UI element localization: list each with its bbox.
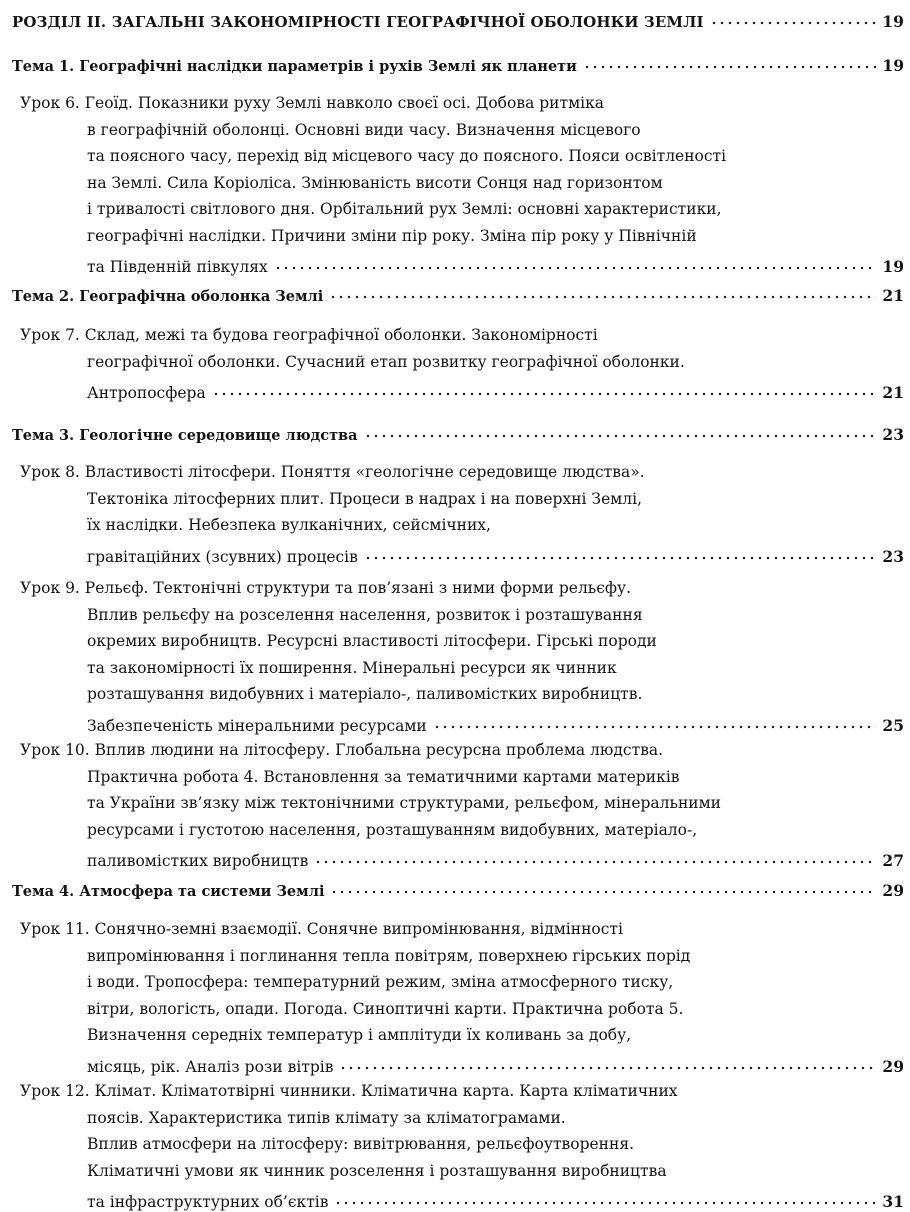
- dot-leader: [329, 282, 876, 301]
- lesson-line: [87, 543, 904, 567]
- lesson-line: [87, 973, 673, 992]
- page-number: 29: [882, 881, 904, 900]
- lesson-line: [87, 379, 904, 403]
- lesson-text: розташування видобувних і матеріало-, паливомістких виробництв.: [87, 685, 643, 703]
- lesson-line: [87, 1000, 683, 1019]
- section-heading-page: 19: [882, 12, 904, 31]
- dot-leader: [274, 253, 877, 272]
- lesson-line: [87, 768, 680, 787]
- lesson-line: [20, 579, 631, 598]
- lesson-line: [87, 632, 657, 651]
- topic-text: Тема 3. Геологічне середовище людства: [12, 427, 358, 444]
- lesson-line: [87, 353, 685, 372]
- topic-line: [12, 282, 904, 306]
- lesson-text: географічної оболонки. Сучасний етап розвитку географічної оболонки.: [87, 352, 685, 371]
- topic-line: [12, 421, 904, 445]
- lesson-text: Урок 11. Сонячно-земні взаємодії. Сонячне випромінювання, відмінності: [20, 920, 623, 938]
- lesson-line: [87, 712, 904, 736]
- lesson-line: [87, 516, 491, 535]
- page-number: 29: [882, 1056, 904, 1076]
- lesson-text: гравітаційних (зсувних) процесів: [87, 547, 358, 566]
- page-number: 27: [882, 851, 904, 870]
- dot-leader: [433, 712, 877, 731]
- lesson-text: Урок 8. Властивості літосфери. Поняття «геологічне середовище людства».: [20, 463, 645, 481]
- page-number: 19: [882, 56, 904, 75]
- lesson-line: [87, 821, 697, 840]
- page-number: 23: [882, 546, 904, 566]
- dot-leader: [212, 379, 877, 398]
- lesson-text: Урок 12. Клімат. Кліматотвірні чинники. Кліматична карта. Карта кліматичних: [20, 1082, 678, 1100]
- topic-text: Тема 1. Географічні наслідки параметрів і рухів Землі як планети: [12, 58, 577, 75]
- lesson-text: Вплив рельєфу на розселення населення, розвиток і розташування: [87, 605, 643, 624]
- lesson-text: вітри, вологість, опади. Погода. Синоптичні карти. Практична робота 5.: [87, 999, 684, 1018]
- lesson-line: [87, 606, 643, 625]
- lesson-line: [87, 1188, 904, 1212]
- lesson-text: Визначення середніх температур і амплітуди їх коливань за добу,: [87, 1026, 632, 1044]
- lesson-text: та закономірності їх поширення. Мінеральні ресурси як чинник: [87, 658, 617, 677]
- page-number: 21: [882, 383, 904, 402]
- lesson-line: [20, 326, 598, 345]
- lesson-text: їх наслідки. Небезпека вулканічних, сейсмічних,: [87, 516, 491, 534]
- topic-line: [12, 52, 904, 76]
- dot-leader: [339, 1053, 876, 1072]
- lesson-text: та України зв’язку між тектонічними структурами, рельєфом, мінеральними: [87, 794, 722, 812]
- section-heading-line: [12, 8, 904, 32]
- dot-leader: [583, 52, 877, 71]
- lesson-text: ресурсами і густотою населення, розташуванням видобувних, матеріало-,: [87, 820, 698, 839]
- lesson-text: поясів. Характеристика типів клімату за кліматограмами.: [87, 1108, 566, 1127]
- lesson-line: [87, 1053, 904, 1077]
- dot-leader: [330, 877, 876, 896]
- lesson-line: [87, 490, 642, 509]
- dot-leader: [710, 8, 877, 27]
- lesson-line: [87, 847, 904, 871]
- lesson-text: Урок 10. Вплив людини на літосферу. Глобальна ресурсна проблема людства.: [20, 741, 664, 759]
- lesson-line: [20, 463, 645, 482]
- lesson-text: окремих виробництв. Ресурсні властивості літосфери. Гірські породи: [87, 632, 657, 650]
- lesson-line: [20, 741, 663, 760]
- lesson-line: [87, 947, 690, 966]
- lesson-text: випромінювання і поглинання тепла повітрям, поверхнею гірських порід: [87, 946, 691, 965]
- topic-text: Тема 4. Атмосфера та системи Землі: [12, 883, 325, 900]
- lesson-text: на Землі. Сила Коріоліса. Змінюваність висоти Сонця над горизонтом: [87, 173, 663, 192]
- lesson-text: Урок 9. Рельєф. Тектонічні структури та пов’язані з ними форми рельєфу.: [20, 579, 632, 597]
- lesson-line: [87, 794, 721, 813]
- page-number: 25: [882, 715, 904, 735]
- topic-text: Тема 2. Географічна оболонка Землі: [12, 288, 324, 305]
- lesson-line: [87, 147, 726, 166]
- lesson-text: Урок 6. Геоїд. Показники руху Землі навколо своєї осі. Добова ритміка: [20, 94, 605, 112]
- lesson-text: Вплив атмосфери на літосферу: вивітрювання, рельєфоутворення.: [87, 1135, 635, 1153]
- lesson-line: [87, 1109, 566, 1128]
- lesson-line: [87, 1026, 631, 1045]
- lesson-text: і тривалості світлового дня. Орбітальний рух Землі: основні характеристики,: [87, 200, 722, 218]
- dot-leader: [364, 543, 877, 562]
- lesson-text: Антропосфера: [87, 384, 206, 402]
- lesson-line: [20, 1082, 678, 1101]
- lesson-line: [20, 920, 623, 939]
- lesson-text: та Південній півкулях: [87, 258, 268, 276]
- page-number: 19: [882, 257, 904, 276]
- lesson-line: [20, 94, 604, 113]
- lesson-line: [87, 1162, 667, 1181]
- dot-leader: [334, 1188, 876, 1207]
- page-number: 21: [882, 286, 904, 305]
- lesson-line: [87, 253, 904, 277]
- dot-leader: [314, 847, 876, 866]
- section-heading-title: РОЗДІЛ ІІ. ЗАГАЛЬНІ ЗАКОНОМІРНОСТІ ГЕОГРАФІЧНОЇ ОБОЛОНКИ ЗЕМЛІ: [12, 13, 704, 31]
- lesson-line: [87, 659, 617, 678]
- lesson-text: в географічній оболонці. Основні види часу. Визначення місцевого: [87, 120, 641, 139]
- lesson-text: географічні наслідки. Причини зміни пір року. Зміна пір року у Північній: [87, 226, 697, 245]
- page-number: 31: [882, 1192, 904, 1211]
- dot-leader: [364, 421, 877, 440]
- lesson-text: та інфраструктурних об’єктів: [87, 1193, 329, 1211]
- lesson-text: Урок 7. Склад, межі та будова географічної оболонки. Закономірності: [20, 326, 598, 344]
- lesson-line: [87, 121, 641, 140]
- lesson-line: [87, 1135, 634, 1154]
- lesson-line: [87, 227, 697, 246]
- lesson-line: [87, 200, 722, 219]
- lesson-line: [87, 174, 663, 193]
- lesson-text: Кліматичні умови як чинник розселення і розташування виробництва: [87, 1161, 667, 1180]
- lesson-text: паливомістких виробництв: [87, 852, 309, 870]
- lesson-text: місяць, рік. Аналіз рози вітрів: [87, 1057, 334, 1076]
- lesson-line: [87, 685, 642, 704]
- lesson-text: Забезпеченість мінеральними ресурсами: [87, 716, 427, 735]
- lesson-text: та поясного часу, перехід від місцевого часу до поясного. Пояси освітленості: [87, 147, 727, 165]
- page-number: 23: [882, 425, 904, 444]
- lesson-text: і води. Тропосфера: температурний режим, зміна атмосферного тиску,: [87, 973, 674, 991]
- lesson-text: Практична робота 4. Встановлення за тематичними картами материків: [87, 767, 680, 786]
- topic-line: [12, 877, 904, 901]
- lesson-text: Тектоніка літосферних плит. Процеси в надрах і на поверхні Землі,: [87, 489, 643, 508]
